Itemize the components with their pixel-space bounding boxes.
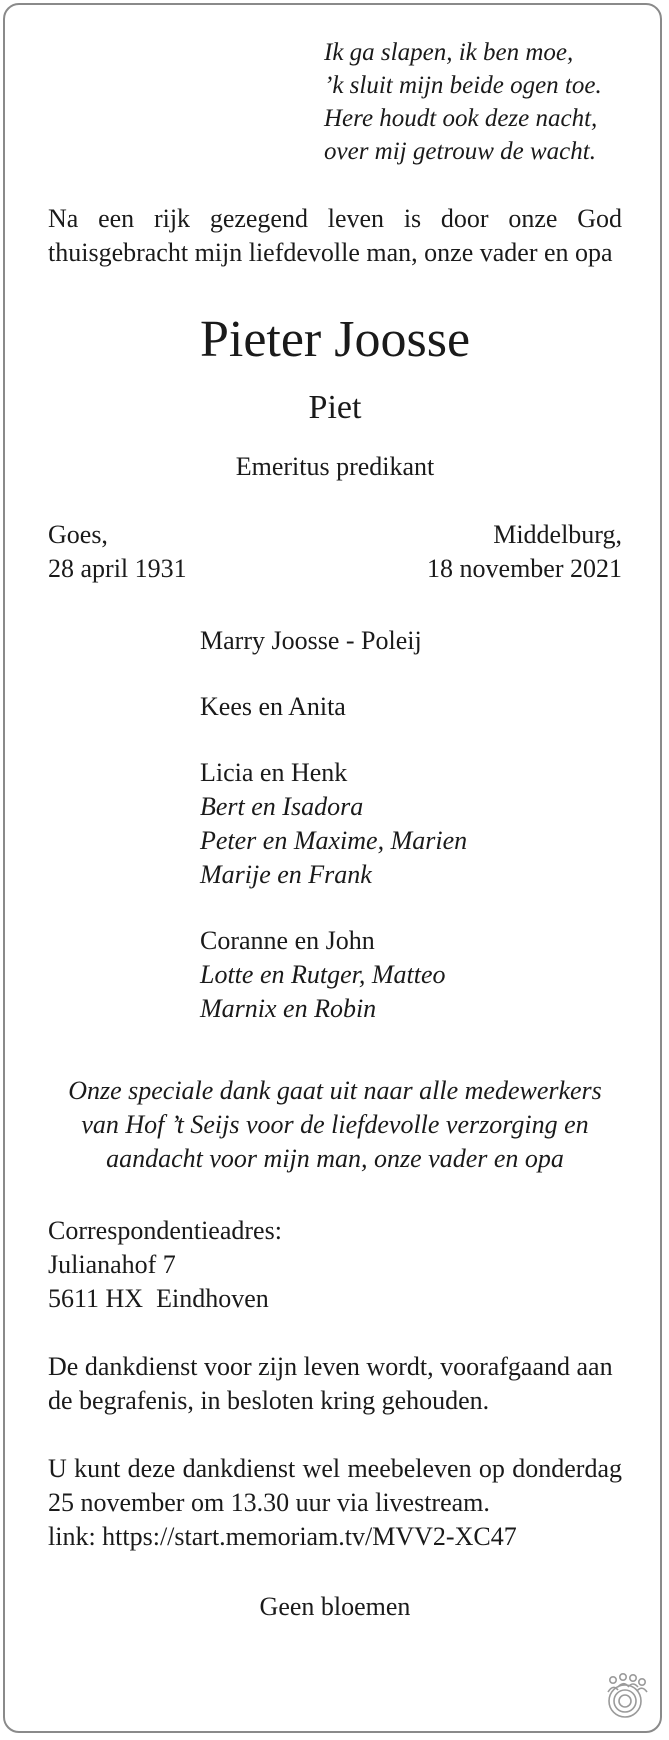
no-flowers-note: Geen bloemen [259,1592,411,1621]
death-place: Middelburg, [493,520,622,549]
intro-text: Na een rijk gezegend leven is door onze God thuisgebracht mijn liefdevolle man, onze vader en opa [48,204,622,267]
grandchild: Bert en Isadora [200,792,364,821]
thanks-line: aandacht voor mijn man, onze vader en opa [106,1144,564,1173]
deceased-title: Emeritus predikant [235,452,435,481]
thanks-line: Onze speciale dank gaat uit naar alle medewerkers [68,1076,602,1105]
deceased-nickname: Piet [308,389,362,426]
family-group [200,756,622,892]
thanks-text [48,1074,622,1176]
grandchild: Marije en Frank [200,860,372,889]
birth-date: 28 april 1931 [48,554,187,583]
family-member: Marry Joosse - Poleij [200,626,422,655]
grandchild: Peter en Maxime, Marien [200,826,468,855]
poem [324,36,622,168]
family-group [200,624,622,658]
death-info [427,518,622,586]
people-circle-icon [597,1670,653,1726]
family-group [200,924,622,1026]
address-label: Correspondentieadres: [48,1216,282,1245]
birth-place: Goes, [48,520,108,549]
correspondence-address [48,1214,622,1316]
obituary-announcement [48,36,622,1624]
birth-death-info [48,518,622,586]
family-list [200,624,622,1026]
poem-line: over mij getrouw de wacht. [324,138,596,165]
livestream-link[interactable]: link: https://start.memoriam.tv/MVV2-XC47 [48,1522,517,1551]
address-city: 5611 HX Eindhoven [48,1284,269,1313]
family-member: Licia en Henk [200,758,348,787]
family-member: Coranne en John [200,926,375,955]
poem-line: Here houdt ook deze nacht, [324,105,598,132]
death-date: 18 november 2021 [427,554,622,583]
deceased-name: Pieter Joosse [199,311,471,368]
poem-line: ’k sluit mijn beide ogen toe. [324,72,602,99]
family-group [200,690,622,724]
birth-info [48,518,187,586]
thanks-line: van Hof ’t Seijs voor de liefdevolle verzorging en [81,1110,589,1139]
family-member: Kees en Anita [200,692,346,721]
poem-line: Ik ga slapen, ik ben moe, [324,39,574,66]
grandchild: Lotte en Rutger, Matteo [200,960,446,989]
service-text: De dankdienst voor zijn leven wordt, voorafgaand aan de begrafenis, in besloten kring gehouden. [48,1352,613,1415]
livestream-text: U kunt deze dankdienst wel meebeleven op donderdag 25 november om 13.30 uur via livestream. [48,1454,622,1517]
address-street: Julianahof 7 [48,1250,176,1279]
grandchild: Marnix en Robin [200,994,377,1023]
